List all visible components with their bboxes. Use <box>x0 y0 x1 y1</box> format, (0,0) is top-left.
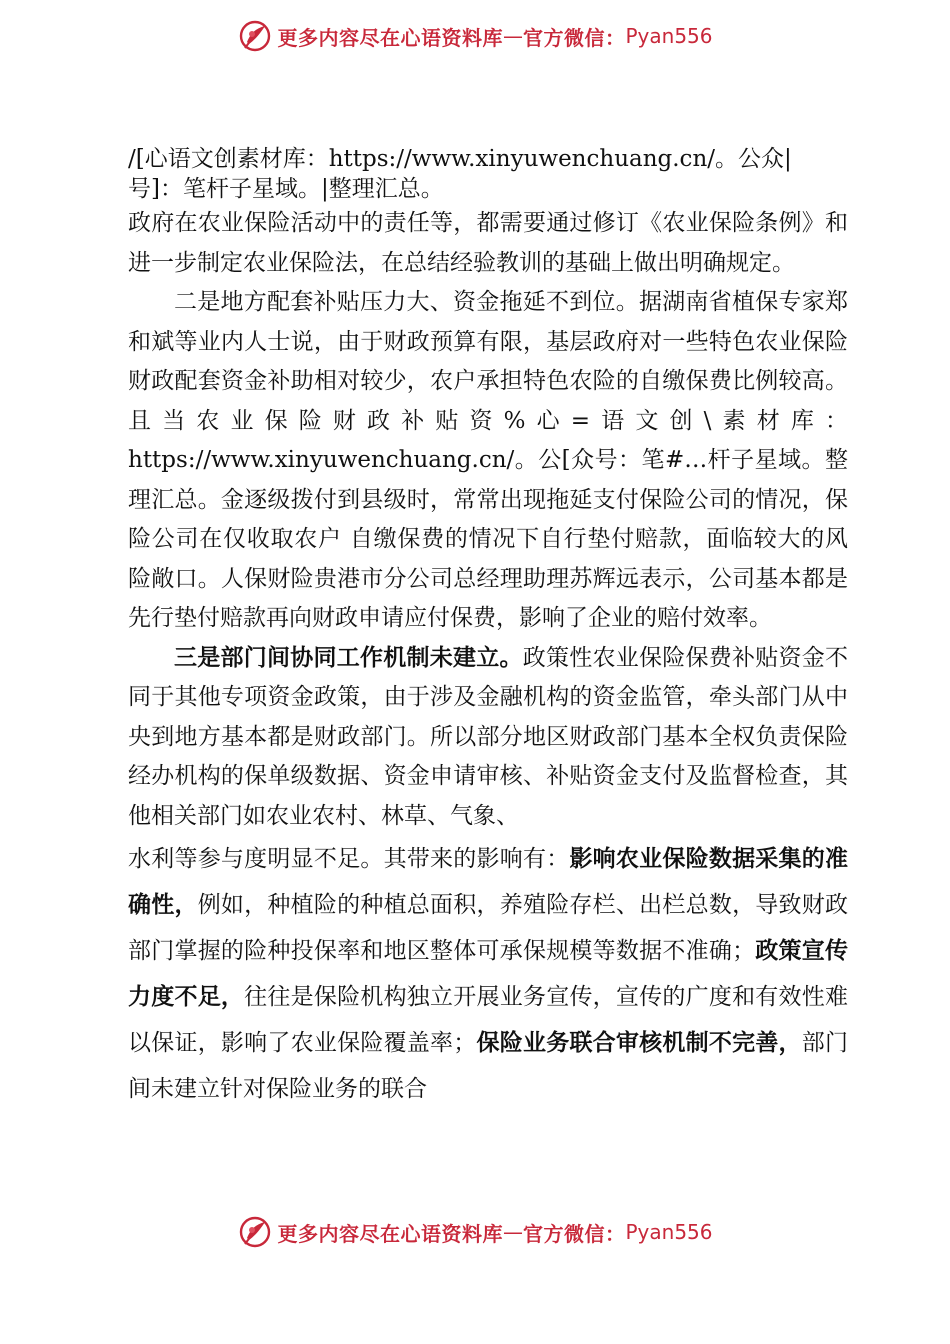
paragraph-2: 二是地方配套补贴压力大、资金拖延不到位。据湖南省植保专家郑和斌等业内人士说，由于财政预算有限，基层政府对一些特色农业保险财政配套资金补助相对较少，农户承担特色农险的自缴保费比例较高。且当农业保险财政补贴资%心=语文创\素材库：https://www.xinyuwenchuang.cn/。公[众号：笔#…杆子星域。整理汇总。金逐级拨付到县级时，常常出现拖延支付保险公司的情况，保险公司在仅收取农户 自缴保费的情况下自行垫付赔款，面临较大的风险敞口。人保财险贵港市分公司总经理助理苏辉远表示，公司基本都是先行垫付赔款再向财政申请应付保费，影响了企业的赔付效率。 <box>128 289 848 631</box>
paragraph-3-body: 政策性农业保险保费补贴资金不同于其他专项资金政策，由于涉及金融机构的资金监管，牵头部门从中央到地方基本都是财政部门。所以部分地区财政部门基本全权负责保险经办机构的保单级数据、资金申请审核、补贴资金支付及监督检查，其他相关部门如农业农村、林草、气象、 <box>128 644 848 829</box>
header-banner <box>0 16 950 56</box>
banner-wechat-label: 官方微信： <box>522 1221 626 1246</box>
banner-wechat-id: Pyan556 <box>625 24 713 48</box>
banner-separator: — <box>502 24 523 48</box>
paragraph-1: 政府在农业保险活动中的责任等，都需要通过修订《农业保险条例》和进一步制定农业保险法，在总结经验教训的基础上做出明确规定。 <box>128 210 848 276</box>
flower-pen-logo-icon <box>237 18 273 54</box>
footer-banner <box>0 1212 950 1252</box>
paragraph-4-text-2: 往往是保险机构独立开展业务宣传，宣传的广度和有效性难以保证，影响了农业保险覆盖率； <box>128 984 849 1056</box>
paragraph-4-text-3: 部门间未建立针对保险业务的联合 <box>128 1030 849 1102</box>
banner-separator: — <box>502 1220 523 1244</box>
watermark-line-2: 号]：笔杆子星域。|整理汇总。 <box>128 176 444 202</box>
paragraph-4 <box>128 836 848 1112</box>
banner-wechat-id: Pyan556 <box>625 1220 713 1244</box>
document-body <box>128 144 848 1112</box>
paragraph-4-intro: 水利等参与度明显不足。其带来的影响有： <box>128 846 570 872</box>
paragraph-4-text-1: 例如，种植险的种植总面积，养殖险存栏、出栏总数，导致财政部门掌握的险种投保率和地区整体可承保规模等数据不准确； <box>128 892 849 964</box>
watermark-line-1: /[心语文创素材库：https://www.xinyuwenchuang.cn/。公众| <box>128 146 792 172</box>
paragraph-4-bold-3: 保险业务联合审核机制不完善， <box>476 1030 802 1056</box>
banner-title: 更多内容尽在心语资料库 <box>277 1221 503 1246</box>
paragraph-3-heading: 三是部门间协同工作机制未建立。 <box>174 644 523 671</box>
banner-wechat-label: 官方微信： <box>522 25 626 50</box>
paragraph-4-bold-1: 影响农业保险数据采集的准确性， <box>128 846 849 918</box>
banner-title: 更多内容尽在心语资料库 <box>277 25 503 50</box>
paragraph-4-bold-2: 政策宣传力度不足， <box>128 938 849 1010</box>
paragraph-3 <box>128 639 848 837</box>
flower-pen-logo-icon <box>237 1214 273 1250</box>
